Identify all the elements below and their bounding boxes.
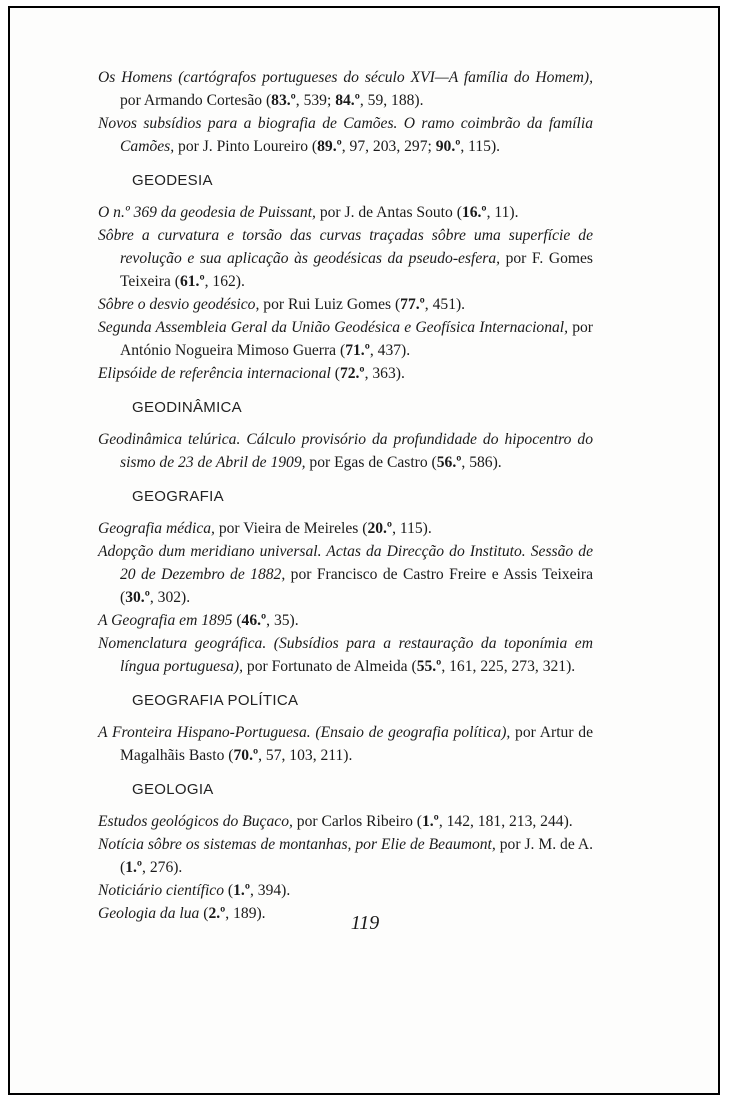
entry-author: por Rui Luiz Gomes (: [259, 296, 401, 313]
index-entry: [98, 609, 593, 632]
entry-pages: , 276).: [142, 859, 183, 876]
entry-title: Elipsóide de referência internacional: [98, 365, 331, 382]
entry-volume: 56.º: [436, 454, 462, 471]
index-content: [98, 66, 593, 925]
index-entry: [98, 316, 593, 362]
entry-pages: , 437).: [369, 342, 411, 359]
entry-pages: , 59, 188).: [359, 92, 424, 109]
entry-title: Geografia médica,: [98, 520, 215, 537]
entry-volume: 1.º: [125, 859, 143, 876]
index-entry: [98, 362, 593, 385]
entry-author: por Armando Cortesão (: [120, 92, 272, 109]
index-entry: [98, 879, 593, 902]
index-entry: [98, 224, 593, 293]
entry-volume: 30.º: [125, 589, 150, 606]
entry-author: por J. M. de A. (: [120, 836, 594, 876]
entry-pages: , 57, 103, 211).: [258, 747, 353, 764]
entry-pages: , 451).: [424, 296, 466, 313]
entry-title: A Fronteira Hispano-Portuguesa. (Ensaio de geografia política),: [98, 724, 511, 741]
entry-pages: , 363).: [364, 365, 405, 382]
entry-author: por Egas de Castro (: [305, 454, 437, 471]
section-heading: GEOGRAFIA POLÍTICA: [132, 692, 299, 709]
entry-volume: 89.º: [317, 138, 342, 155]
index-entry: [98, 833, 593, 879]
entry-volume: 84.º: [335, 92, 360, 109]
entry-author: por J. de Antas Souto (: [315, 204, 462, 221]
index-entry: [98, 540, 593, 609]
entry-pages: , 586).: [461, 454, 502, 471]
entry-title: Sôbre o desvio geodésico,: [98, 296, 260, 313]
entry-author: por Vieira de Meireles (: [214, 520, 368, 537]
index-entry: [98, 810, 593, 833]
entry-pages: , 162).: [204, 273, 245, 290]
section-heading: GEODESIA: [132, 172, 213, 189]
entry-volume: 90.º: [435, 138, 461, 155]
entry-pages: , 142, 181, 213, 244).: [438, 813, 573, 830]
entry-title: Novos subsídios para a biografia de Camões. O ramo coimbrão da família Camões,: [98, 115, 593, 155]
entry-volume: 70.º: [233, 747, 259, 764]
entry-author: por J. Pinto Loureiro (: [174, 138, 318, 155]
index-entry: [98, 201, 593, 224]
entry-pages: , 35).: [266, 612, 299, 629]
section-heading: GEODINÂMICA: [132, 399, 242, 416]
entry-pages: , 97, 203, 297;: [341, 138, 436, 155]
section-heading: GEOGRAFIA: [132, 488, 224, 505]
entry-author: por António Nogueira Mimoso Guerra (: [120, 319, 594, 359]
section-heading: GEOLOGIA: [132, 781, 214, 798]
entry-volume: 1.º: [233, 882, 250, 899]
entry-volume: 72.º: [339, 365, 365, 382]
entry-author: (: [199, 905, 209, 922]
entry-author: por Francisco de Castro Freire e Assis Teixeira (: [120, 566, 593, 606]
index-entry: [98, 66, 593, 112]
entry-pages: , 189).: [225, 905, 266, 922]
entry-pages: , 115).: [460, 138, 501, 155]
entry-title: Sôbre a curvatura e torsão das curvas traçadas sôbre uma superfície de revolução e sua aplicação às geodésicas da pseudo-esfera,: [98, 227, 593, 267]
index-entry: [98, 293, 593, 316]
entry-title: Os Homens (cartógrafos portugueses do século XVI—A família do Homem),: [98, 69, 593, 86]
entry-volume: 77.º: [400, 296, 425, 313]
entry-volume: 20.º: [367, 520, 393, 537]
index-entry: [98, 721, 593, 767]
index-entry: [98, 428, 593, 474]
entry-volume: 71.º: [345, 342, 370, 359]
entry-author: por F. Gomes Teixeira (: [120, 250, 593, 290]
entry-pages: , 115).: [392, 520, 432, 537]
entry-title: Noticiário científico: [98, 882, 225, 899]
entry-title: A Geografia em 1895: [98, 612, 233, 629]
entry-title: Adopção dum meridiano universal. Actas da Direcção do Instituto. Sessão de 20 de Dezembro de 1882,: [98, 543, 593, 583]
entry-pages: , 161, 225, 273, 321).: [441, 658, 576, 675]
entry-title: Segunda Assembleia Geral da União Geodésica e Geofísica Internacional,: [98, 319, 569, 336]
entry-title: Notícia sôbre os sistemas de montanhas, por Elie de Beaumont,: [98, 836, 496, 853]
entry-author: por Carlos Ribeiro (: [292, 813, 422, 830]
entry-author: (: [330, 365, 340, 382]
entry-pages: , 539;: [295, 92, 336, 109]
entry-volume: 2.º: [208, 905, 226, 922]
index-entry: [98, 112, 593, 158]
entry-title: Geologia da lua: [98, 905, 200, 922]
entry-author: por Fortunato de Almeida (: [243, 658, 417, 675]
entry-volume: 16.º: [461, 204, 487, 221]
index-entry: [98, 517, 593, 540]
entry-volume: 83.º: [271, 92, 296, 109]
entry-title: O n.º 369 da geodesia de Puissant,: [98, 204, 316, 221]
entry-title: Estudos geológicos do Buçaco,: [98, 813, 293, 830]
entry-volume: 55.º: [416, 658, 442, 675]
page-number: 119: [350, 912, 380, 934]
entry-pages: , 302).: [149, 589, 191, 606]
entry-volume: 1.º: [421, 813, 439, 830]
entry-volume: 46.º: [241, 612, 267, 629]
index-entry: [98, 632, 593, 678]
entry-title: Nomenclatura geográfica. (Subsídios para a restauração da toponímia em língua portuguesa),: [98, 635, 593, 675]
entry-volume: 61.º: [179, 273, 205, 290]
entry-author: (: [224, 882, 234, 899]
entry-pages: , 394).: [249, 882, 291, 899]
entry-pages: , 11).: [486, 204, 519, 221]
entry-title: Geodinâmica telúrica. Cálculo provisório da profundidade do hipocentro do sismo de 23 de Abril de 1909,: [98, 431, 593, 471]
entry-author: por Artur de Magalhãis Basto (: [120, 724, 593, 764]
entry-author: (: [232, 612, 242, 629]
